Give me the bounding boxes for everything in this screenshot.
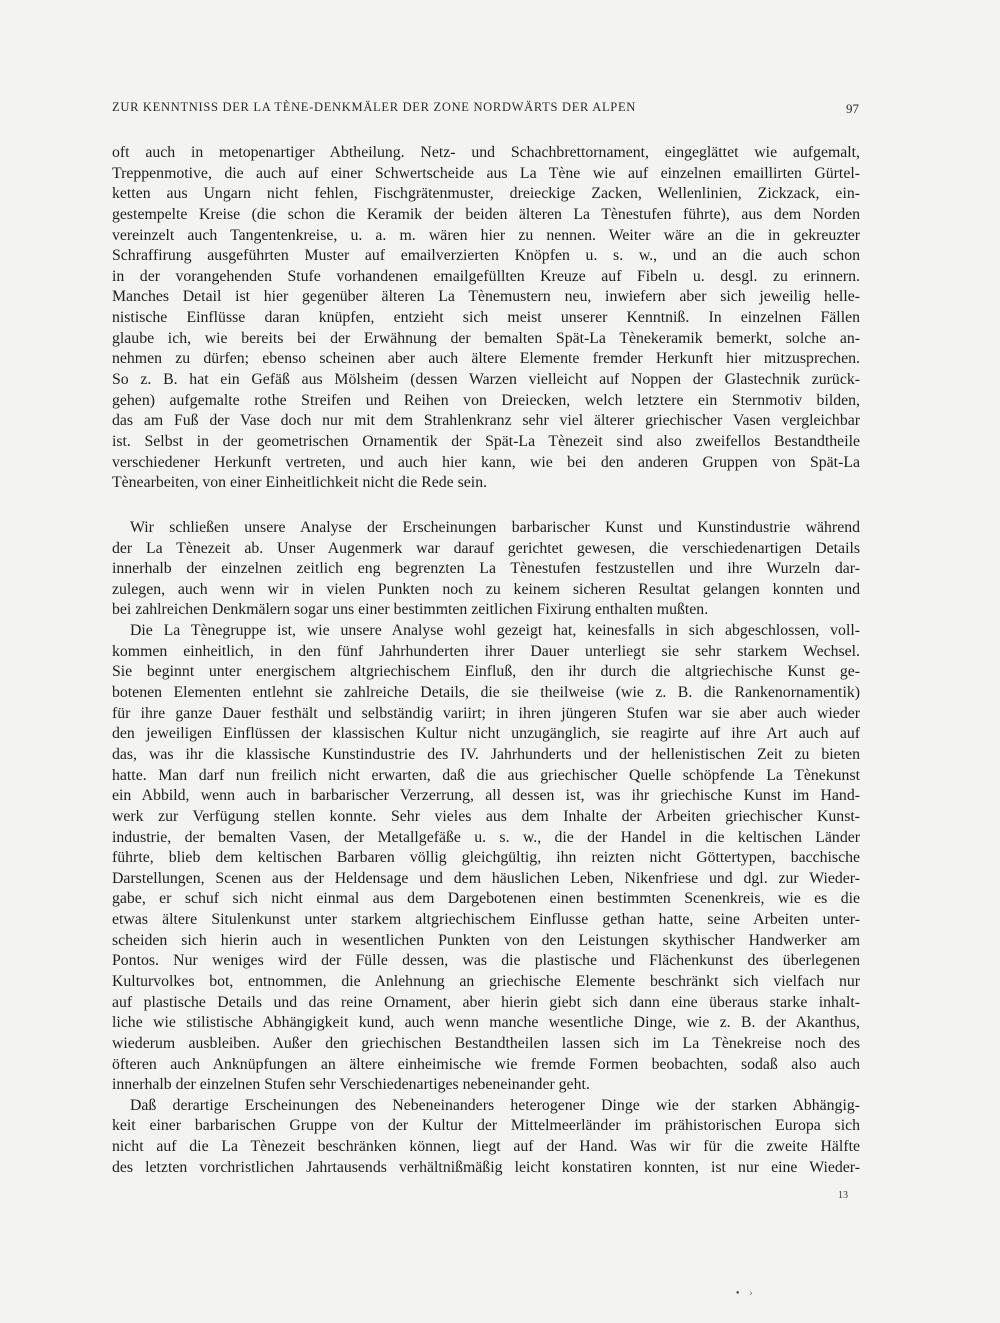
text-line: das am Fuß der Vase doch nur mit dem Strahlenkranz sehr viel älterer griechischer Vasen vergleichbar (112, 412, 860, 430)
text-line: kommen einheitlich, in den fünf Jahrhunderten ihrer Dauer unterliegt sie sehr starkem Wechsel. (112, 642, 860, 660)
text-line: Schraffirung ausgeführten Muster auf emailverzierten Knöpfen u. s. w., und an die auch schon (112, 247, 860, 265)
text-line: zulegen, auch wenn wir in vielen Punkten noch zu keinem sicheren Resultat gelangen konnten und (112, 580, 860, 598)
text-line: oft auch in metopenartiger Abtheilung. Netz- und Schachbrettornament, eingeglättet wie aufgemalt, (112, 144, 860, 161)
text-line: das, was ihr die klassische Kunstindustrie des IV. Jahrhunderts und der hellenistischen Zeit zu bieten (112, 745, 860, 763)
text-line: Darstellungen, Scenen aus der Heldensage und dem häuslichen Leben, Nikenfriese und dgl. zur Wieder- (112, 869, 860, 887)
text-line: in der vorangehenden Stufe vorhandenen emailgefüllten Kreuze auf Fibeln u. desgl. zu erinnern. (112, 267, 860, 285)
text-line: verschiedener Herkunft vertreten, und auch hier kann, wie bei den anderen Gruppen von Spät-La (112, 453, 860, 471)
text-line: auf plastische Details und das reine Ornament, aber hierin giebt sich dann eine überaus starke inhalt- (112, 993, 860, 1011)
running-head: ZUR KENNTNISS DER LA TÈNE-DENKMÄLER DER ZONE NORDWÄRTS DER ALPEN (112, 100, 637, 114)
text-line: liche wie stilistische Abhängigkeit kund, auch wenn manche wesentliche Dinge, wie z. B. der Akanthus, (112, 1014, 860, 1032)
text-line: So z. B. hat ein Gefäß aus Mölsheim (dessen Warzen vielleicht auf Noppen der Glastechnik zurück- (112, 371, 860, 389)
text-line: scheiden sich hierin auch in wesentlichen Punkten von den Leistungen skythischer Handwerker am (112, 931, 860, 949)
paragraph (112, 1096, 860, 1179)
text-line: hatte. Man darf nun freilich nicht erwarten, daß die aus griechischer Quelle schöpfende La Tènekunst (112, 766, 860, 784)
text-line: vereinzelt auch Tangentenkreise, u. a. m. wären hier zu nennen. Weiter wäre an die in gekreuzter (112, 226, 860, 244)
text-line: keit einer barbarischen Gruppe von der Kultur der Mittelmeerländer im prähistorischen Europa sich (112, 1117, 860, 1135)
text-line: des letzten vorchristlichen Jahrtausends verhältnißmäßig leicht konstatiren konnten, ist nur eine Wieder- (112, 1158, 860, 1176)
text-line: der La Tènezeit ab. Unser Augenmerk war darauf gerichtet gewesen, die verschiedenartigen Details (112, 539, 860, 557)
text-line: ketten aus Ungarn nicht fehlen, Fischgrätenmuster, dreieckige Zacken, Wellenlinien, Zickzack, ein- (112, 185, 860, 203)
text-line: Pontos. Nur weniges wird der Fülle dessen, was die plastische und Flächenkunst des überlegenen (112, 952, 860, 970)
text-line: Die La Tènegruppe ist, wie unsere Analyse wohl gezeigt hat, keinesfalls in sich abgeschlossen, voll- (130, 622, 860, 640)
paragraph (112, 143, 860, 494)
text-line: werk zur Verfügung stellen konnte. Sehr vieles aus dem Inhalte der Arbeiten griechischer Kunst- (112, 807, 860, 825)
text-line: innerhalb der einzelnen Stufen sehr Verschiedenartiges nebeneinander geht. (112, 1076, 590, 1094)
text-line: Tènearbeiten, von einer Einheitlichkeit nicht die Rede sein. (112, 474, 488, 492)
signature-mark: 13 (838, 1190, 848, 1201)
text-line: botenen Elementen entlehnt sie zahlreiche Details, die sie theilweise (wie z. B. die Rankenornamentik) (112, 684, 860, 702)
text-line: Daß derartige Erscheinungen des Nebeneinanders heterogener Dinge wie der starken Abhängig- (130, 1096, 860, 1114)
text-line: Wir schließen unsere Analyse der Erscheinungen barbarischer Kunst und Kunstindustrie während (130, 518, 860, 536)
text-line: öfteren auch Anknüpfungen an ältere einheimische wie fremde Formen beobachten, sodaß also auch (112, 1055, 860, 1073)
text-line: wiederum ausbleiben. Außer den griechischen Bestandtheilen lassen sich im La Tènekreise noch des (112, 1034, 860, 1052)
paragraph-gap (112, 494, 860, 518)
page-number: 97 (846, 101, 859, 116)
text-line: den jeweiligen Einflüssen der klassischen Kultur nicht unzugänglich, sie reagirte auf ihre Art auch auf (112, 725, 860, 743)
text-line: ein Abbild, wenn auch in barbarischer Verzerrung, all dessen ist, was ihr griechische Kunst im Hand- (112, 787, 860, 805)
text-line: für ihre ganze Dauer festhält und selbständig variirt; in ihren jüngeren Stufen war sie aber auch wieder (112, 704, 860, 722)
text-line: Treppenmotive, die auch auf einer Schwertscheide aus La Tène wie auf einzelnen emaillirten Gürtel- (112, 164, 860, 182)
page-speck: • › (735, 1289, 756, 1299)
text-line: nistische Einflüsse daran knüpfen, entzieht sich meist unserer Kenntniß. In einzelnen Fällen (112, 309, 860, 327)
text-line: nehmen zu dürfen; ebenso scheinen aber auch ältere Elemente fremder Herkunft hier mitzusprechen. (112, 350, 860, 368)
text-line: Manches Detail ist hier gegenüber älteren La Tènemustern neu, inwiefern aber sich jeweilig helle- (112, 288, 860, 306)
paragraph (112, 518, 860, 621)
text-line: etwas ältere Situlenkunst unter starkem altgriechischem Einflusse gethan hatte, seine Arbeiten unter- (112, 911, 860, 929)
text-line: innerhalb der einzelnen zeitlich eng begrenzten La Tènestufen festzustellen und ihre Wurzeln dar- (112, 560, 860, 578)
text-line: bei zahlreichen Denkmälern sogar uns einer bestimmten zeitlichen Fixirung enthalten mußten. (112, 601, 709, 619)
text-line: gestempelte Kreise (die schon die Keramik der beiden älteren La Tènestufen führte), aus dem Norden (112, 205, 860, 223)
text-line: Sie beginnt unter energischem altgriechischem Einfluß, den ihr durch die altgriechische Kunst ge- (112, 663, 860, 681)
text-line: führte, blieb dem keltischen Barbaren völlig gleichgültig, ihn reizten nicht Göttertypen, bacchische (112, 849, 860, 867)
text-line: ist. Selbst in der geometrischen Ornamentik der Spät-La Tènezeit sind also zweifellos Bestandtheile (112, 432, 860, 450)
text-line: gehen) aufgemalte rothe Streifen und Reihen von Dreiecken, welch letztere ein Sternmotiv bilden, (112, 391, 860, 409)
text-line: Kulturvolkes bot, entnommen, die Anlehnung an griechische Elemente beschränkt sich vielfach nur (112, 972, 860, 990)
text-line: industrie, der bemalten Vasen, der Metallgefäße u. s. w., die der Handel in die keltischen Länder (112, 828, 860, 846)
paragraph (112, 621, 860, 1096)
body-text (112, 143, 860, 1178)
text-line: gabe, er schuf sich nicht einmal aus dem Dargebotenen einen bestimmten Scenenkreis, wie es die (112, 890, 860, 908)
text-line: glaube ich, wie bereits bei der Erwähnung der bemalten Spät-La Tènekeramik bemerkt, solche an- (112, 329, 860, 347)
text-line: nicht auf die La Tènezeit beschränken können, liegt auf der Hand. Was wir für die zweite Hälfte (112, 1138, 860, 1156)
